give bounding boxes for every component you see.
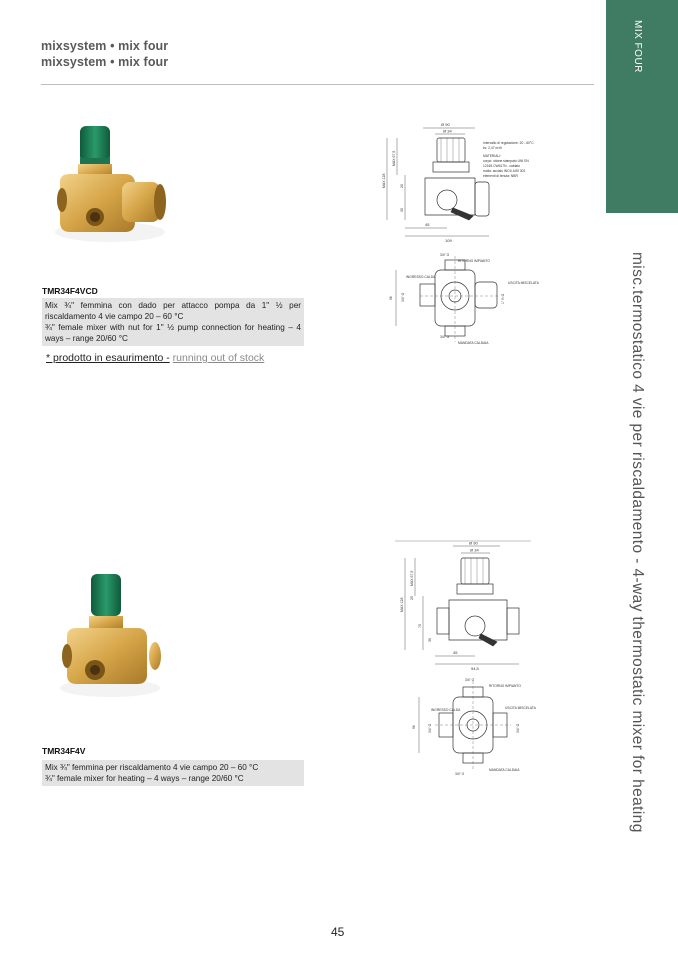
spec-line-1: Intervallo di regolazione: 20 - 60°C (483, 141, 534, 145)
dim-h2-2: MAX 67,5 (410, 570, 414, 586)
plan-thread-right-2: 3/4" G (516, 723, 520, 733)
plan-mandata-2: MANDATA CALDAIA (489, 768, 520, 772)
dim-h5-2: 30 (428, 638, 432, 642)
spec-line-2: kv: 2,47 m³/h (483, 146, 503, 150)
plan-dim-1: 96 (389, 296, 393, 300)
plan-thread-top-2: 3/4" G (465, 678, 475, 682)
plan-thread-bottom-2: 3/4" G (455, 772, 465, 776)
plan-ritorno-2: RITORNO IMPIANTO (489, 684, 521, 688)
plan-dim-2: 96 (412, 725, 416, 729)
plan-thread-left-2: 3/4" G (428, 723, 432, 733)
dim-top1-2: Ø 90 (469, 540, 478, 546)
dim-height-1: MAX 128 (382, 173, 386, 188)
product-photo-2 (55, 570, 165, 700)
dim-b2-2: 94,5 (471, 666, 479, 671)
technical-drawing-2-elevation (395, 538, 535, 673)
dim-height-2: MAX 128 (400, 597, 404, 612)
product-description-1 (42, 298, 304, 346)
spec-line-5: 12165 CW617N - cablato (483, 164, 521, 168)
page-header (41, 38, 168, 70)
technical-drawing-1-plan (380, 250, 540, 350)
technical-drawing-2-plan (395, 675, 545, 780)
plan-ritorno-1: RITORNO IMPIANTO (458, 259, 490, 263)
dim-top2-1: Ø 34 (443, 128, 452, 134)
section-tab (606, 0, 678, 213)
dim-b1-2: 45 (453, 650, 458, 655)
spec-line-4: corpo: ottone stampato UNI EN (483, 159, 529, 163)
dim-h3-2: 25 (410, 596, 414, 600)
plan-uscita-1: USCITA MISCELATA (508, 281, 539, 285)
spec-line-7: elementi di tenuta: NBR (483, 174, 518, 178)
product-description-en-2: ¾" female mixer for heating – 4 ways – range 20/60 °C (45, 774, 244, 783)
header-line-2: mixsystem • mix four (41, 55, 169, 69)
spec-line-6: molla: acciaio INOX AISI 302 (483, 169, 526, 173)
side-title: misc.termostatico 4 vie per riscaldamento - 4-way thermostatic mixer for heating (629, 252, 646, 833)
plan-ingresso-1: INGRESSO CALDA (406, 275, 436, 279)
plan-mandata-1: MANDATA CALDAIA (458, 341, 489, 345)
discontinued-note-en: running out of stock (172, 352, 265, 364)
dim-h2-1: MAX 67,5 (392, 150, 396, 166)
product-code-2: TMR34F4V (42, 746, 86, 756)
product-description-2 (42, 760, 304, 786)
dim-top2-2: Ø 34 (470, 547, 479, 553)
plan-ingresso-2: INGRESSO CALDA (431, 708, 461, 712)
product-photo-1 (50, 122, 170, 247)
header-divider (41, 84, 594, 85)
dim-b2-1: 109 (445, 238, 452, 243)
technical-drawing-1-elevation (375, 120, 550, 245)
spec-line-3: MATERIALI: (483, 154, 502, 158)
plan-thread-top-1: 3/4" G (440, 253, 450, 257)
discontinued-note-it: * prodotto in esaurimento - (46, 352, 170, 364)
dim-h4-1: 30 (400, 208, 404, 212)
plan-thread-left-1: 3/4" G (401, 292, 405, 302)
dim-h3-1: 20 (400, 184, 404, 188)
discontinued-note (46, 352, 264, 364)
product-description-it-1: Mix ¾" femmina con dado per attacco pompa da 1" ½ per riscaldamento 4 vie campo 20 – 60 °C (45, 301, 301, 321)
header-line-1: mixsystem • mix four (41, 39, 169, 53)
product-description-it-2: Mix ¾" femmina per riscaldamento 4 vie campo 20 – 60 °C (45, 763, 259, 772)
dim-top1-1: Ø 90 (441, 122, 450, 127)
plan-thread-bottom-1: 3/4" G (440, 335, 450, 339)
product-description-en-1: ¾" female mixer with nut for 1" ½ pump connection for heating – 4 ways – range 20/60 °C (45, 323, 301, 343)
plan-uscita-2: USCITA MISCELATA (505, 706, 536, 710)
page-number: 45 (331, 925, 345, 939)
product-code-1: TMR34F4VCD (42, 286, 98, 296)
plan-thread-right-1: 1" ½ G (501, 293, 505, 304)
dim-b1-1: 45 (425, 222, 430, 227)
dim-h4-2: 70 (418, 624, 422, 628)
section-tab-label: MIX FOUR (632, 20, 643, 73)
